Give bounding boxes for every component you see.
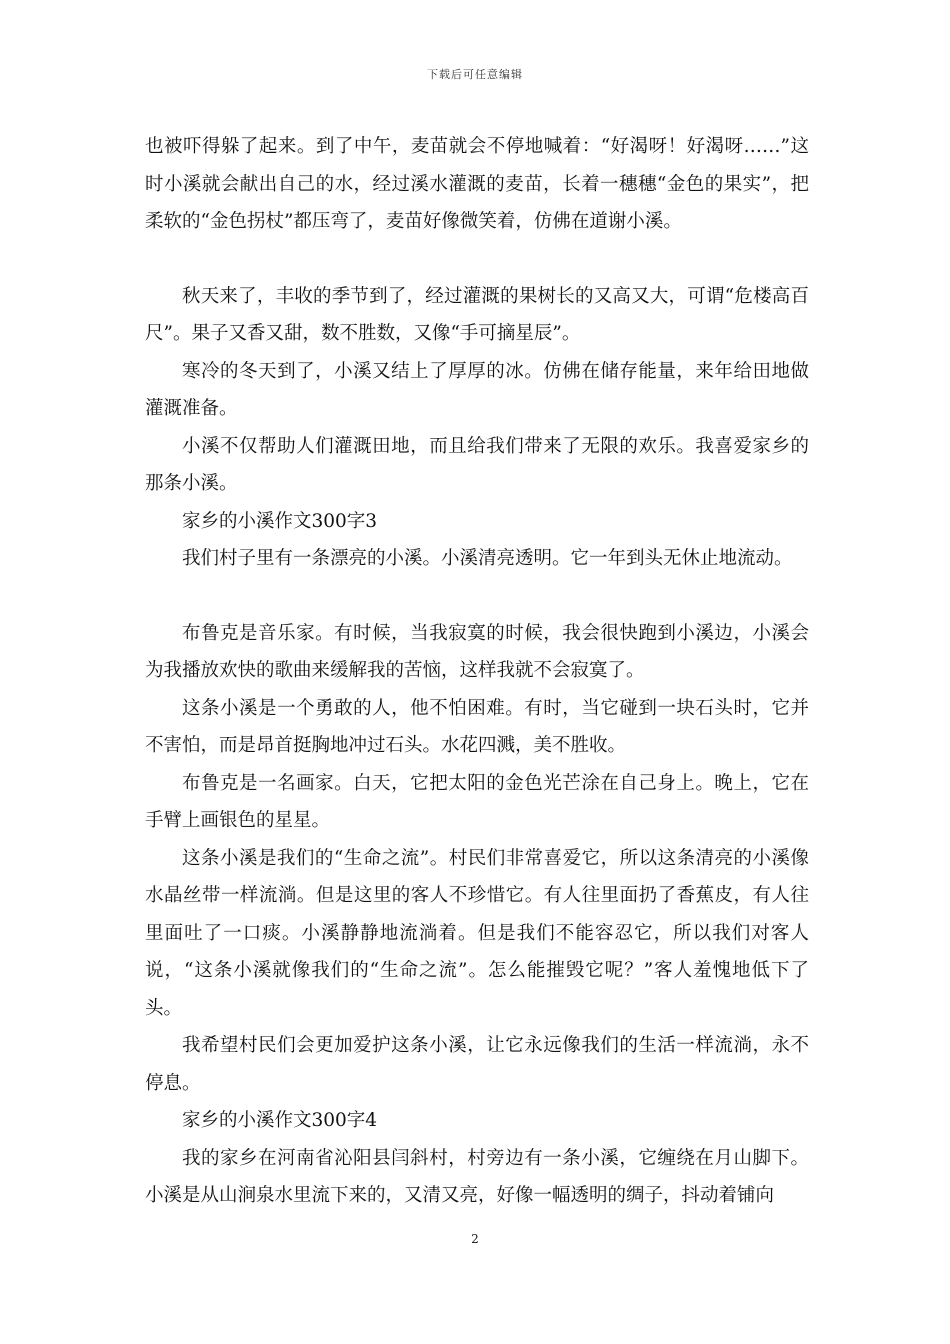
page-header: 下载后可任意编辑 — [427, 68, 523, 81]
paragraph: 这条小溪是一个勇敢的人，他不怕困难。有时，当它碰到一块石头时，它并不害怕，而是昂首挺胸地冲过石头。水花四溅，美不胜收。 — [145, 697, 809, 756]
paragraph: 也被吓得躲了起来。到了中午，麦苗就会不停地喊着：“好渴呀！好渴呀……”这时小溪就会献出自己的水，经过溪水灌溉的麦苗，长着一穗穗“金色的果实”，把柔软的“金色拐杖”都压弯了，麦苗好像微笑着，仿佛在道谢小溪。 — [145, 136, 809, 232]
section-heading: 家乡的小溪作文300字4 — [182, 1110, 378, 1131]
paragraph: 小溪不仅帮助人们灌溉田地，而且给我们带来了无限的欢乐。我喜爱家乡的那条小溪。 — [145, 435, 809, 494]
page-number: 2 — [471, 1232, 479, 1246]
paragraph: 我希望村民们会更加爱护这条小溪，让它永远像我们的生活一样流淌，永不停息。 — [145, 1035, 809, 1094]
section-heading: 家乡的小溪作文300字3 — [182, 510, 378, 532]
paragraph: 布鲁克是一名画家。白天，它把太阳的金色光芒涂在自己身上。晚上，它在手臂上画银色的星星。 — [145, 772, 809, 831]
document-body — [145, 128, 809, 1215]
paragraph: 这条小溪是我们的“生命之流”。村民们非常喜爱它，所以这条清亮的小溪像水晶丝带一样流淌。但是这里的客人不珍惜它。有人往里面扔了香蕉皮，有人往里面吐了一口痰。小溪静静地流淌着。但是我们不能容忍它，所以我们对客人说，“这条小溪就像我们的“生命之流”。怎么能摧毁它呢？”客人羞愧地低下了头。 — [145, 847, 809, 1019]
paragraph: 我们村子里有一条漂亮的小溪。小溪清亮透明。它一年到头无休止地流动。 — [182, 548, 793, 569]
paragraph: 我的家乡在河南省沁阳县闫斜村，村旁边有一条小溪，它缠绕在月山脚下。小溪是从山涧泉水里流下来的，又清又亮，好像一幅透明的绸子，抖动着铺向 — [145, 1147, 809, 1206]
paragraph: 秋天来了，丰收的季节到了，经过灌溉的果树长的又高又大，可谓“危楼高百尺”。果子又香又甜，数不胜数，又像“手可摘星辰”。 — [145, 285, 809, 344]
paragraph: 寒冷的冬天到了，小溪又结上了厚厚的冰。仿佛在储存能量，来年给田地做灌溉准备。 — [145, 360, 809, 419]
paragraph: 布鲁克是音乐家。有时候，当我寂寞的时候，我会很快跑到小溪边，小溪会为我播放欢快的歌曲来缓解我的苦恼，这样我就不会寂寞了。 — [145, 622, 809, 681]
